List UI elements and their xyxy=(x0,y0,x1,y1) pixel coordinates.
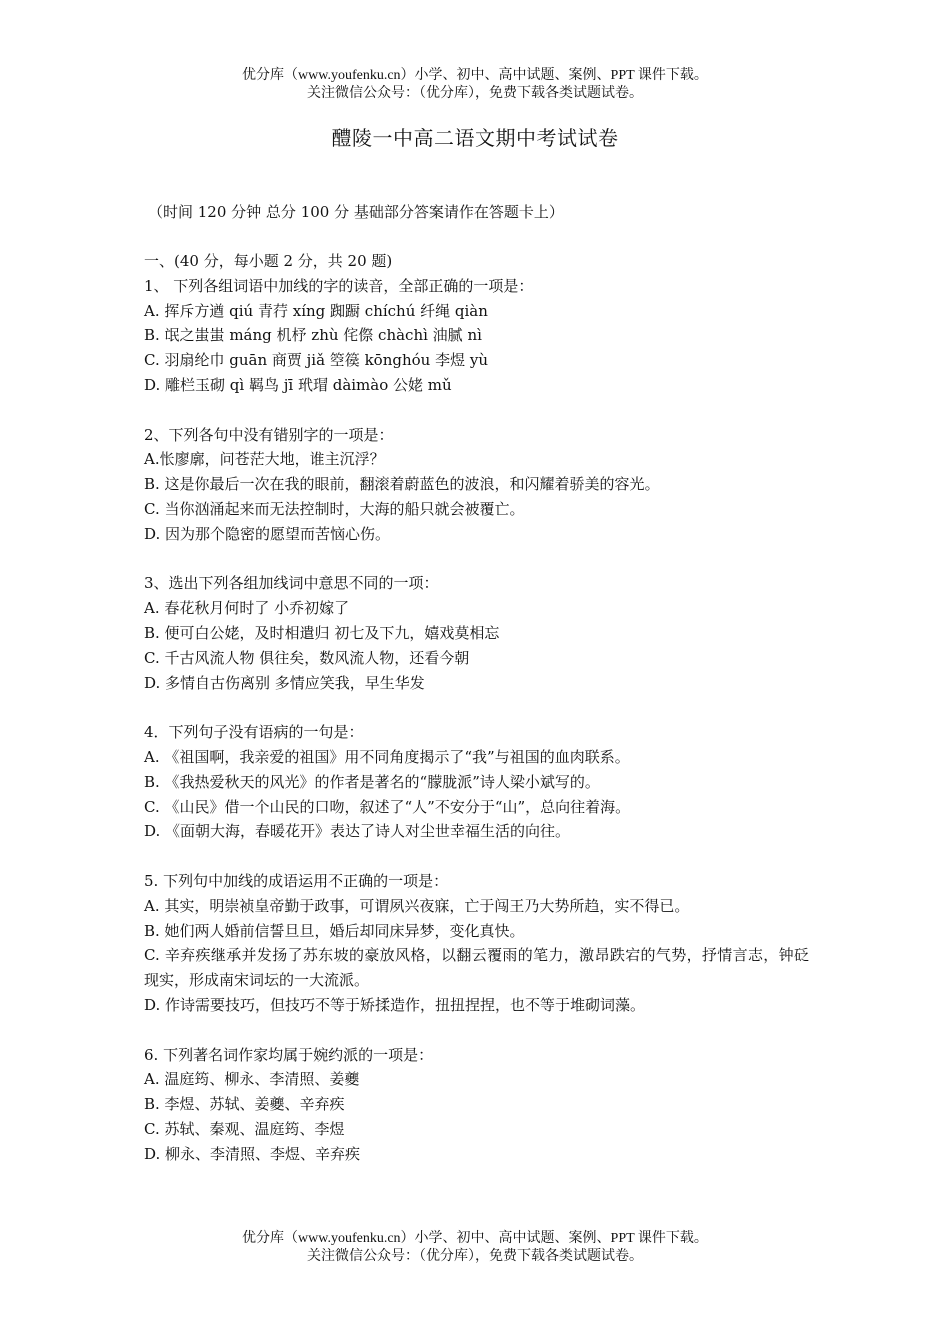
option-b: B. 氓之蚩蚩 máng 机杼 zhù 侘傺 chàchì 油腻 nì xyxy=(144,326,482,345)
option-c: C. 《山民》借一个山民的口吻，叙述了“人”不安分于“山”，总向往着海。 xyxy=(144,797,631,816)
section-heading: 一、(40 分，每小题 2 分，共 20 题) xyxy=(144,252,393,270)
question-stem: 3、选出下列各组加线词中意思不同的一项： xyxy=(144,574,439,593)
option-d: D. 柳永、李清照、李煜、辛弃疾 xyxy=(144,1144,361,1163)
footer-line-2: 关注微信公众号：（优分库），免费下载各类试题试卷。 xyxy=(307,1249,643,1264)
option-d: D. 因为那个隐密的愿望而苦恼心伤。 xyxy=(144,524,391,543)
option-a: A. 春花秋月何时了 小乔初嫁了 xyxy=(144,599,350,618)
option-a: A. 温庭筠、柳永、李清照、姜夔 xyxy=(144,1070,360,1089)
question-5 xyxy=(144,869,809,1018)
option-d: D. 雕栏玉砌 qì 羁鸟 jī 玳瑁 dàimào 公姥 mǔ xyxy=(144,375,452,394)
exam-note: （时间 120 分钟 总分 100 分 基础部分答案请作在答题卡上） xyxy=(148,203,564,221)
question-stem: 4．下列句子没有语病的一句是： xyxy=(144,723,364,742)
option-a: A. 《祖国啊，我亲爱的祖国》用不同角度揭示了“我”与祖国的血肉联系。 xyxy=(144,747,630,766)
option-c: C. 苏轼、秦观、温庭筠、李煜 xyxy=(144,1119,345,1138)
question-stem: 6. 下列著名词作家均属于婉约派的一项是： xyxy=(144,1045,434,1064)
question-stem: 5. 下列句中加线的成语运用不正确的一项是： xyxy=(144,871,449,890)
option-b: B. 便可白公姥，及时相遣归 初七及下九，嬉戏莫相忘 xyxy=(144,623,500,642)
option-d: D. 《面朝大海，春暖花开》表达了诗人对尘世幸福生活的向往。 xyxy=(144,822,571,841)
page-header xyxy=(0,67,950,103)
question-6 xyxy=(144,1043,809,1167)
option-b: B. 她们两人婚前信誓旦旦，婚后却同床异梦，变化真快。 xyxy=(144,921,525,940)
option-b: B. 《我热爱秋天的风光》的作者是著名的“朦胧派”诗人梁小斌写的。 xyxy=(144,772,600,791)
footer-line-1: 优分库（www.youfenku.cn）小学、初中、高中试题、案例、PPT 课件下载。 xyxy=(242,1231,708,1246)
option-a: A. 挥斥方遒 qiú 青荇 xíng 踟蹰 chíchú 纤绳 qiàn xyxy=(144,301,488,320)
page-footer xyxy=(0,1230,950,1266)
option-a: A. 其实，明崇祯皇帝勤于政事，可谓夙兴夜寐，亡于闯王乃大势所趋，实不得已。 xyxy=(144,896,690,915)
option-b: B. 这是你最后一次在我的眼前，翻滚着蔚蓝色的波浪，和闪耀着骄美的容光。 xyxy=(144,475,660,494)
question-3 xyxy=(144,571,809,695)
option-c: C. 当你汹涌起来而无法控制时，大海的船只就会被覆亡。 xyxy=(144,499,525,518)
option-d: D. 多情自古伤离别 多情应笑我，早生华发 xyxy=(144,673,425,692)
question-1 xyxy=(144,274,809,398)
exam-content xyxy=(144,249,809,1166)
question-4 xyxy=(144,720,809,844)
option-b: B. 李煜、苏轼、姜夔、辛弃疾 xyxy=(144,1095,345,1114)
option-d: D. 作诗需要技巧，但技巧不等于矫揉造作，扭扭捏捏，也不等于堆砌词藻。 xyxy=(144,995,646,1014)
header-line-1: 优分库（www.youfenku.cn）小学、初中、高中试题、案例、PPT 课件下载。 xyxy=(242,68,708,83)
option-c: C. 千古风流人物 俱往矣，数风流人物，还看今朝 xyxy=(144,648,470,667)
option-c: C. 辛弃疾继承并发扬了苏东坡的豪放风格，以翻云覆雨的笔力，激昂跌宕的气势，抒情言志，钟砭现实，形成南宋词坛的一大流派。 xyxy=(144,946,809,990)
question-stem: 1、 下列各组词语中加线的字的读音，全部正确的一项是： xyxy=(144,276,534,295)
document-title: 醴陵一中高二语文期中考试试卷 xyxy=(331,126,619,150)
header-line-2: 关注微信公众号：（优分库），免费下载各类试题试卷。 xyxy=(307,86,643,101)
option-a: A.怅廖廓，问苍茫大地，谁主沉浮？ xyxy=(144,450,385,469)
question-2 xyxy=(144,423,809,547)
option-c: C. 羽扇纶巾 guān 商贾 jiǎ 箜篌 kōnghóu 李煜 yù xyxy=(144,351,488,370)
question-stem: 2、下列各句中没有错别字的一项是： xyxy=(144,425,394,444)
